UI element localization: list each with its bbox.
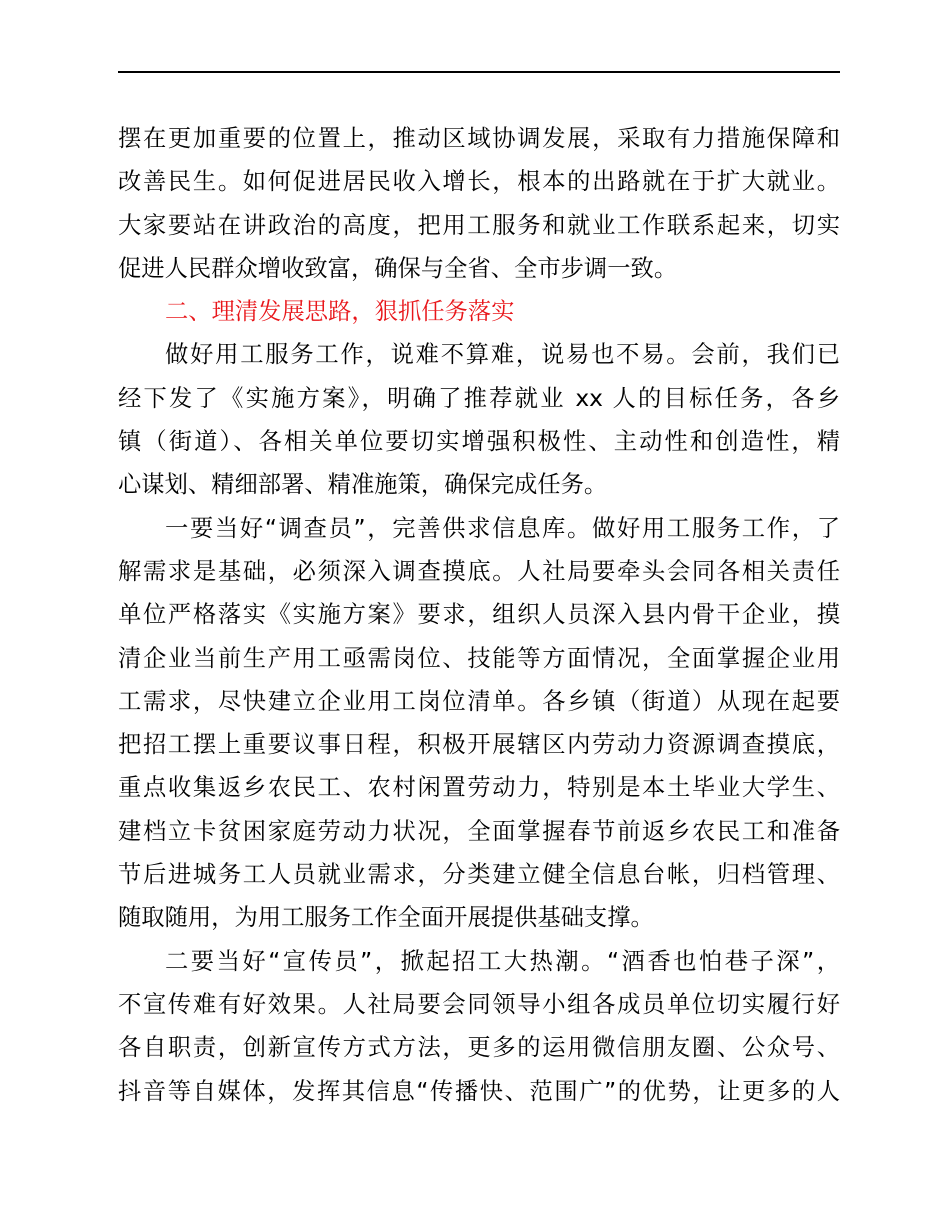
text-line: 解需求是基础，必须深入调查摸底。人社局要牵头会同各相关责任	[118, 557, 840, 585]
text-line: 二要当好“宣传员”，掀起招工大热潮。“酒香也怕巷子深”，	[165, 947, 840, 975]
text-line: 清企业当前生产用工亟需岗位、技能等方面情况，全面掌握企业用	[118, 644, 840, 672]
text-line: 大家要站在讲政治的高度，把用工服务和就业工作联系起来，切实	[118, 211, 840, 239]
document-body	[118, 117, 840, 1113]
text-line: 做好用工服务工作，说难不算难，说易也不易。会前，我们已	[165, 341, 840, 369]
text-line: 一要当好“调查员”，完善供求信息库。做好用工服务工作，了	[165, 514, 840, 542]
text-line: 节后进城务工人员就业需求，分类建立健全信息台帐，归档管理、	[118, 861, 840, 889]
header-rule	[118, 71, 840, 73]
text-line: 单位严格落实《实施方案》要求，组织人员深入县内骨干企业，摸	[118, 601, 840, 629]
text-line: 促进人民群众增收致富，确保与全省、全市步调一致。	[118, 254, 678, 282]
text-line: 心谋划、精细部署、精准施策，确保完成任务。	[118, 471, 608, 499]
text-line: 各自职责，创新宣传方式方法，更多的运用微信朋友圈、公众号、	[118, 1034, 840, 1062]
text-line: 随取随用，为用工服务工作全面开展提供基础支撑。	[118, 904, 654, 932]
text-line: 改善民生。如何促进居民收入增长，根本的出路就在于扩大就业。	[118, 168, 840, 196]
text-line: 经下发了《实施方案》，明确了推荐就业 xx 人的目标任务，各乡	[118, 384, 840, 412]
paragraph-continuation	[118, 117, 840, 290]
text-line: 工需求，尽快建立企业用工岗位清单。各乡镇（街道）从现在起要	[118, 687, 840, 715]
text-line: 把招工摆上重要议事日程，积极开展辖区内劳动力资源调查摸底，	[118, 731, 840, 759]
text-line: 建档立卡贫困家庭劳动力状况，全面掌握春节前返乡农民工和准备	[118, 817, 840, 845]
text-line: 重点收集返乡农民工、农村闲置劳动力，特别是本土毕业大学生、	[118, 774, 840, 802]
text-line: 镇（街道）、各相关单位要切实增强积极性、主动性和创造性，精	[118, 428, 840, 456]
paragraph	[118, 507, 840, 940]
paragraph	[118, 940, 840, 1113]
text-line: 抖音等自媒体，发挥其信息“传播快、范围广”的优势，让更多的人	[118, 1077, 840, 1105]
text-line: 不宣传难有好效果。人社局要会同领导小组各成员单位切实履行好	[118, 990, 840, 1018]
section-heading-text: 二、理清发展思路，狠抓任务落实	[165, 298, 515, 326]
text-line: 摆在更加重要的位置上，推动区域协调发展，采取有力措施保障和	[118, 125, 840, 152]
paragraph	[118, 333, 840, 506]
section-heading	[118, 290, 840, 333]
